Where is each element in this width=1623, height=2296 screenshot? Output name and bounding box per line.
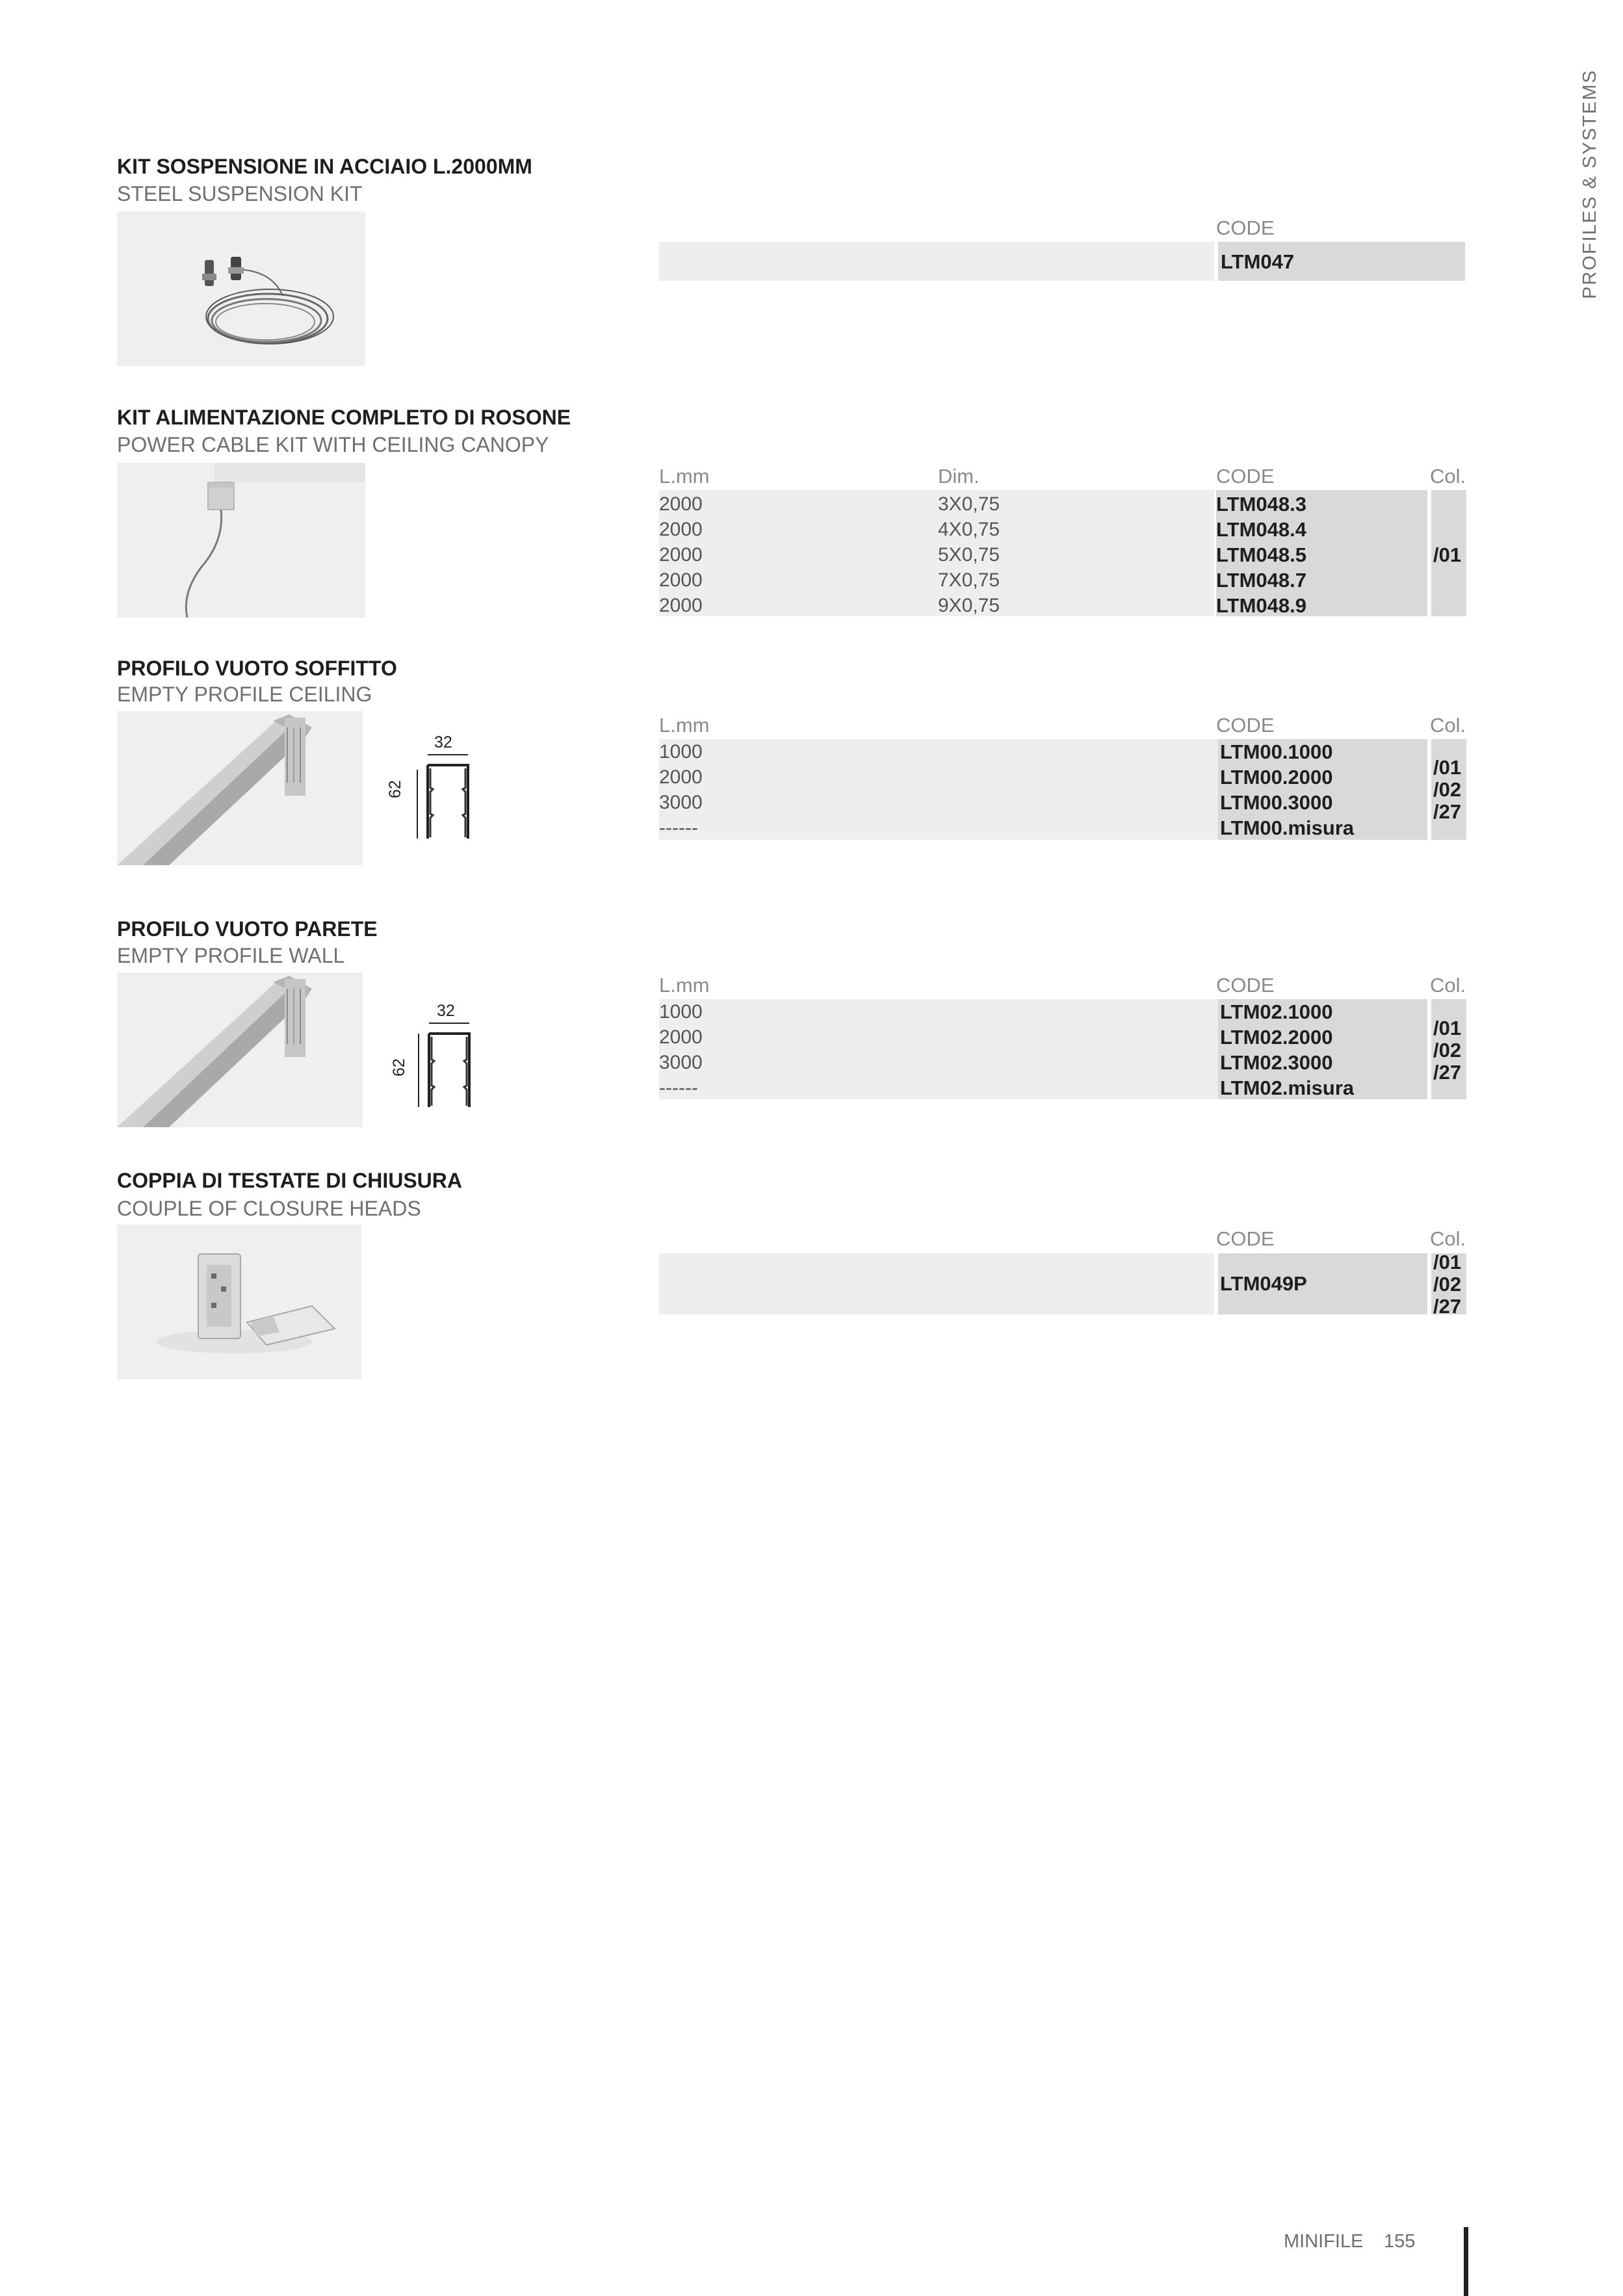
table-row-band [659,242,1214,281]
table-row-dim: 3X0,75 [938,493,1000,515]
code-header: CODE [1216,465,1275,488]
table-row-dim: 5X0,75 [938,544,1000,566]
product-code: LTM049P [1220,1272,1307,1295]
color-code: /27 [1433,1295,1462,1318]
profile-height-dimension: 62 [390,1058,408,1076]
product-code: LTM048.3 [1216,493,1306,515]
section-2-title-it: KIT ALIMENTAZIONE COMPLETO DI ROSONE [117,406,571,429]
section-2-title-en: POWER CABLE KIT WITH CEILING CANOPY [117,433,549,456]
closure-heads-photo [117,1225,361,1379]
table-row-band [659,999,1218,1099]
table-row-length: 3000 [659,792,703,813]
section-side-tab: PROFILES & SYSTEMS [1579,69,1600,299]
section-3-title-en: EMPTY PROFILE CEILING [117,683,372,706]
product-code: LTM02.1000 [1220,1000,1333,1023]
product-code: LTM048.7 [1216,569,1306,592]
table-row-band [659,1253,1214,1314]
product-code: LTM02.2000 [1220,1026,1333,1049]
color-code: /02 [1433,778,1462,801]
table-row-length: 2000 [659,595,703,616]
ceiling-profile-photo [117,711,363,865]
code-header: CODE [1216,714,1275,737]
color-code: /01 [1433,1017,1462,1039]
page-number: 155 [1384,2231,1416,2252]
length-header: L.mm [659,465,710,488]
suspension-kit-photo [117,211,365,366]
col-header: Col. [1430,974,1466,997]
section-5-title-en: COUPLE OF CLOSURE HEADS [117,1197,421,1220]
section-3-title-it: PROFILO VUOTO SOFFITTO [117,657,397,680]
table-row-length: 2000 [659,519,703,540]
table-row-length: 2000 [659,493,703,515]
color-code: /02 [1433,1273,1462,1296]
section-4-title-en: EMPTY PROFILE WALL [117,944,345,967]
table-row-band [659,739,1218,840]
color-code: /01 [1433,756,1462,779]
product-code: LTM00.3000 [1220,791,1333,814]
length-header: L.mm [659,714,710,737]
section-5-title-it: COPPIA DI TESTATE DI CHIUSURA [117,1169,462,1192]
table-row-band [659,490,1214,616]
product-code: LTM048.9 [1216,594,1306,617]
table-row-length: ------ [659,1077,698,1099]
section-1-title-it: KIT SOSPENSIONE IN ACCIAIO L.2000MM [117,155,532,178]
table-row-length: 3000 [659,1052,703,1073]
product-code: LTM00.1000 [1220,740,1333,763]
code-header: CODE [1216,974,1275,997]
code-header: CODE [1216,216,1275,239]
footer-brand: MINIFILE [1284,2231,1364,2252]
length-header: L.mm [659,974,710,997]
color-code: /01 [1433,543,1462,566]
footer-divider [1464,2227,1468,2296]
table-row-dim: 9X0,75 [938,595,1000,616]
section-4-title-it: PROFILO VUOTO PARETE [117,917,378,941]
wall-profile-photo [117,972,363,1127]
product-code: LTM048.4 [1216,518,1306,541]
table-row-length: 2000 [659,569,703,591]
table-row-length: 2000 [659,766,703,788]
col-header: Col. [1430,465,1466,488]
product-code: LTM02.misura [1220,1076,1355,1099]
code-header: CODE [1216,1227,1275,1250]
product-code: LTM047 [1221,250,1295,273]
power-cable-kit-photo [117,463,365,618]
profile-width-dimension: 32 [437,1002,455,1020]
table-row-length: 2000 [659,1026,703,1048]
product-code: LTM00.misura [1220,816,1355,839]
dim-header: Dim. [938,465,980,488]
profile-width-dimension: 32 [434,733,452,751]
section-1-title-en: STEEL SUSPENSION KIT [117,182,363,205]
product-code: LTM00.2000 [1220,766,1333,789]
table-row-dim: 4X0,75 [938,519,1000,540]
profile-height-dimension: 62 [386,780,404,798]
table-row-dim: 7X0,75 [938,569,1000,591]
product-code: LTM02.3000 [1220,1051,1333,1074]
color-code: /02 [1433,1039,1462,1062]
table-row-length: 1000 [659,741,703,763]
table-row-length: 2000 [659,544,703,566]
color-code: /27 [1433,800,1462,823]
col-header: Col. [1430,714,1466,737]
product-code: LTM048.5 [1216,543,1306,566]
color-code: /27 [1433,1061,1462,1084]
table-row-length: 1000 [659,1001,703,1023]
color-code: /01 [1433,1251,1462,1273]
table-row-length: ------ [659,817,698,839]
col-header: Col. [1430,1227,1466,1250]
